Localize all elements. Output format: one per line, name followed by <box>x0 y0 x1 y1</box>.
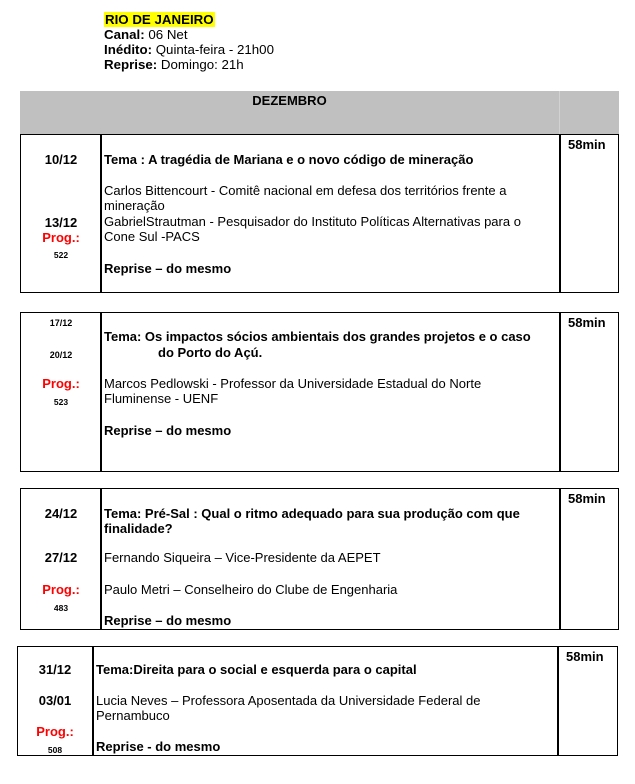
prog-label: Prog.: <box>42 230 80 245</box>
month-header <box>20 91 619 134</box>
prog-number: 522 <box>53 250 69 260</box>
program-theme: Tema:Direita para o social e esquerda para o capital <box>96 662 417 677</box>
premiere-date: 10/12 <box>44 152 78 167</box>
reprise-value: Domingo: 21h <box>157 57 244 72</box>
premiere-date: 24/12 <box>44 506 78 521</box>
program-theme: Tema : A tragédia de Mariana e o novo código de mineração <box>104 152 474 167</box>
duration: 58min <box>568 315 606 330</box>
reprise-line <box>104 57 274 72</box>
column-divider <box>559 313 561 471</box>
channel-info <box>104 12 274 72</box>
prog-number: 483 <box>53 603 69 613</box>
program-block <box>20 312 619 472</box>
program-block <box>20 134 619 293</box>
guest: Marcos Pedlowski - Professor da Universidade Estadual do Norte Fluminense - UENF <box>104 376 482 406</box>
reprise-note: Reprise – do mesmo <box>104 261 232 276</box>
reprise-note: Reprise - do mesmo <box>96 739 221 754</box>
column-divider <box>100 313 102 471</box>
inedito-line <box>104 42 274 57</box>
prog-label: Prog.: <box>42 376 80 391</box>
column-divider <box>559 489 561 629</box>
canal-line <box>104 27 274 42</box>
reprise-label: Reprise: <box>104 57 158 72</box>
duration: 58min <box>568 137 606 152</box>
program-block <box>17 646 618 756</box>
duration: 58min <box>566 649 604 664</box>
city-title: RIO DE JANEIRO <box>105 12 214 27</box>
prog-number: 523 <box>53 397 69 407</box>
program-theme: Tema: Os impactos sócios ambientais dos grandes projetos e o caso <box>104 329 531 344</box>
program-theme-continued: do Porto do Açú. <box>158 345 263 360</box>
inedito-label: Inédito: <box>104 42 153 57</box>
column-divider <box>557 647 559 755</box>
reprise-note: Reprise – do mesmo <box>104 613 232 628</box>
guest: GabrielStrautman - Pesquisador do Instituto Políticas Alternativas para o Cone Sul -PACS <box>104 214 521 244</box>
month-header-divider <box>559 91 560 134</box>
rerun-date: 03/01 <box>38 693 72 708</box>
rerun-date: 20/12 <box>49 350 73 360</box>
prog-number: 508 <box>47 745 63 755</box>
program-theme: Tema: Pré-Sal : Qual o ritmo adequado para sua produção com que finalidade? <box>104 506 520 536</box>
rerun-date: 13/12 <box>44 215 78 230</box>
premiere-date: 17/12 <box>49 318 73 328</box>
column-divider <box>559 135 561 292</box>
reprise-note: Reprise – do mesmo <box>104 423 232 438</box>
month-title: DEZEMBRO <box>252 93 327 108</box>
canal-value: 06 Net <box>144 27 188 42</box>
guest: Paulo Metri – Conselheiro do Clube de Engenharia <box>104 582 398 597</box>
premiere-date: 31/12 <box>38 662 72 677</box>
guest: Fernando Siqueira – Vice-Presidente da AEPET <box>104 550 381 565</box>
rerun-date: 27/12 <box>44 550 78 565</box>
prog-label: Prog.: <box>42 582 80 597</box>
guest: Carlos Bittencourt - Comitê nacional em defesa dos territórios frente a mineração <box>104 183 507 213</box>
program-block <box>20 488 619 630</box>
prog-label: Prog.: <box>36 724 74 739</box>
inedito-value: Quinta-feira - 21h00 <box>152 42 274 57</box>
guest: Lucia Neves – Professora Aposentada da Universidade Federal de Pernambuco <box>96 693 481 723</box>
duration: 58min <box>568 491 606 506</box>
canal-label: Canal: <box>104 27 145 42</box>
